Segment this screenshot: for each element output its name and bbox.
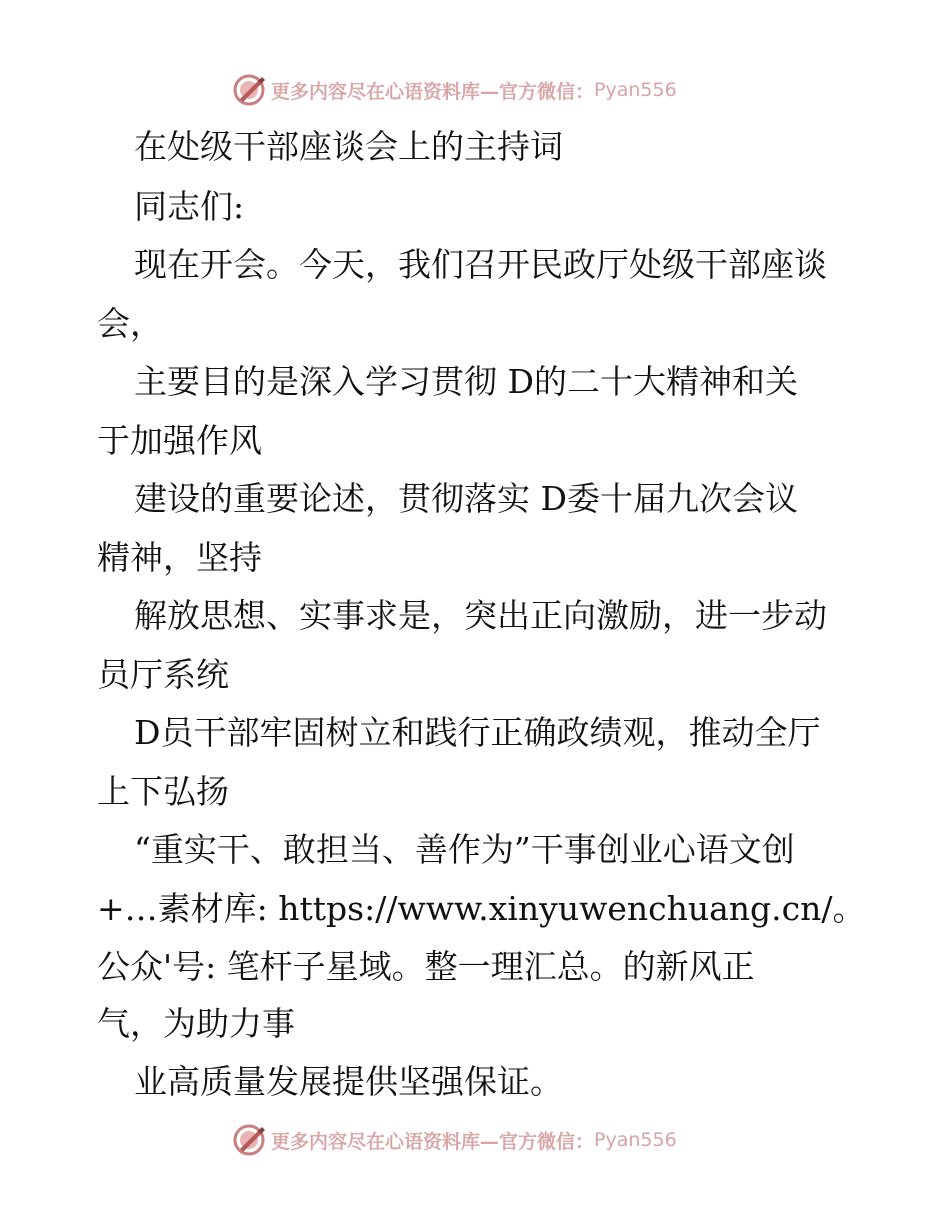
banner-account: Pyan556 <box>594 1129 677 1151</box>
text-line: 主要目的是深入学习贯彻 D的二十大精神和关 <box>134 362 798 401</box>
text-line: 精神，坚持 <box>97 538 262 577</box>
footer-banner <box>232 1122 677 1158</box>
text-line: 气，为助力事 <box>97 1004 295 1043</box>
text-line: 公众'号: 笔杆子星域。整一理汇总。的新风正 <box>97 947 755 986</box>
document-title: 在处级干部座谈会上的主持词 <box>134 127 563 166</box>
banner-text: 更多内容尽在心语资料库—官方微信： <box>271 1130 595 1153</box>
text-line: 业高质量发展提供坚强保证。 <box>134 1062 563 1101</box>
banner-account: Pyan556 <box>594 79 677 101</box>
text-line: “重实干、敢担当、善作为”干事创业心语文创 <box>134 830 795 869</box>
text-line: 会， <box>97 304 163 343</box>
text-line: 同志们: <box>134 187 245 226</box>
text-line: 上下弘扬 <box>97 772 229 811</box>
text-line: 员厅系统 <box>97 655 229 694</box>
text-line: +…素材库: https://www.xinyuwenchuang.cn/。 <box>97 889 866 928</box>
text-line: 建设的重要论述，贯彻落实 D委十届九次会议 <box>134 479 798 518</box>
text-line: 解放思想、实事求是，突出正向激励，进一步动 <box>134 596 827 635</box>
text-line: D员干部牢固树立和践行正确政绩观，推动全厅 <box>134 713 821 752</box>
banner-text: 更多内容尽在心语资料库—官方微信： <box>271 80 595 103</box>
text-line: 现在开会。今天，我们召开民政厅处级干部座谈 <box>134 245 827 284</box>
pen-logo-icon <box>232 1123 266 1157</box>
text-line: 于加强作风 <box>97 421 262 460</box>
